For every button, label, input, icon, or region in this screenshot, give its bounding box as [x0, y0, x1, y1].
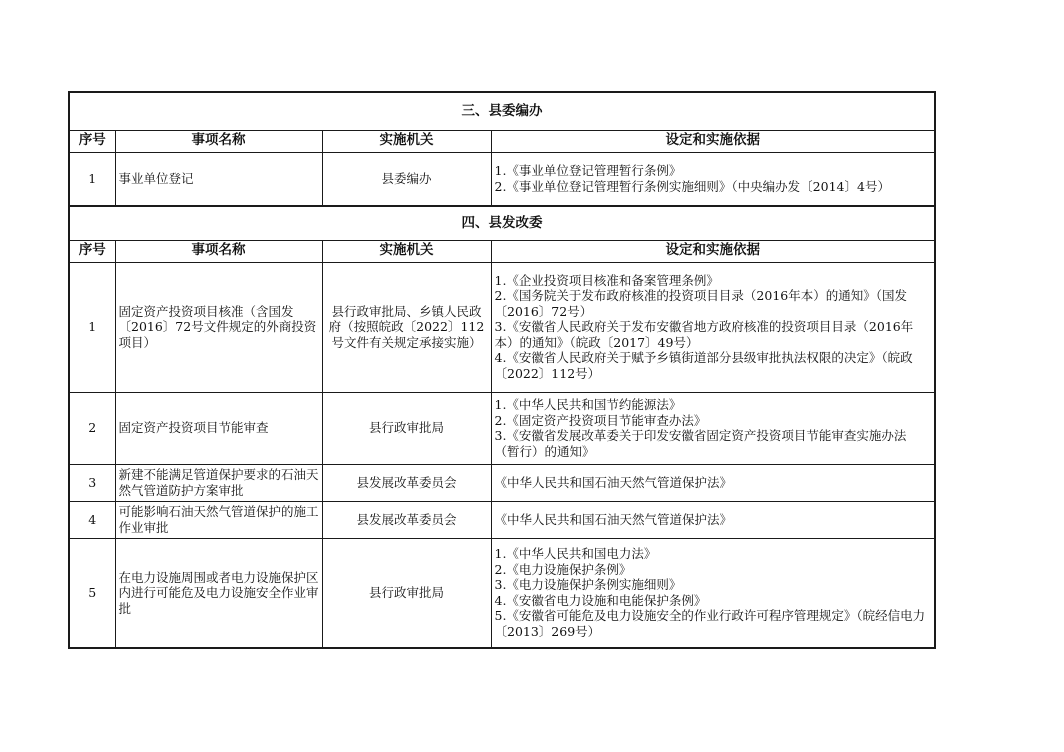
legal-basis	[491, 538, 935, 648]
header-row	[69, 240, 935, 262]
item-name: 固定资产投资项目节能审查	[115, 392, 322, 464]
basis-line: 3.《电力设施保护条例实施细则》	[494, 577, 682, 593]
row-number: 2	[69, 392, 115, 464]
row-number: 3	[69, 464, 115, 501]
implementing-agency: 县发展改革委员会	[322, 464, 491, 501]
implementing-agency: 县委编办	[322, 152, 491, 206]
header-item-name: 事项名称	[115, 130, 322, 152]
row-number: 4	[69, 501, 115, 538]
header-no: 序号	[69, 130, 115, 152]
basis-line: 《中华人民共和国石油天然气管道保护法》	[494, 511, 733, 527]
table-row	[69, 464, 935, 501]
table-row	[69, 538, 935, 648]
implementing-agency: 县发展改革委员会	[322, 501, 491, 538]
item-name: 固定资产投资项目核准（含国发〔2016〕72号文件规定的外商投资项目）	[115, 262, 322, 392]
row-number: 1	[69, 152, 115, 206]
item-name: 事业单位登记	[115, 152, 322, 206]
basis-line: 2.《事业单位登记管理暂行条例实施细则》（中央编办发〔2014〕4号）	[494, 178, 890, 194]
basis-line: 5.《安徽省可能危及电力设施安全的作业行政许可程序管理规定》（皖经信电力〔2013〕269号）	[494, 608, 926, 639]
implementing-agency: 县行政审批局	[322, 538, 491, 648]
table-row	[69, 501, 935, 538]
basis-line: 1.《中华人民共和国节约能源法》	[494, 397, 682, 412]
section-title: 四、县发改委	[69, 206, 935, 240]
header-item-name: 事项名称	[115, 240, 322, 262]
row-number: 5	[69, 538, 115, 648]
legal-basis	[491, 464, 935, 501]
basis-line: 2.《电力设施保护条例》	[494, 561, 632, 577]
header-agency: 实施机关	[322, 130, 491, 152]
basis-line: 2.《国务院关于发布政府核准的投资项目目录（2016年本）的通知》（国发〔2016〕72号）	[494, 288, 907, 319]
basis-line: 4.《安徽省人民政府关于赋予乡镇街道部分县级审批执法权限的决定》（皖政〔2022〕112号）	[494, 350, 913, 381]
basis-line: 3.《安徽省人民政府关于发布安徽省地方政府核准的投资项目目录（2016年本）的通知》（皖政〔2017〕49号）	[494, 319, 914, 350]
basis-line: 2.《固定资产投资项目节能审查办法》	[494, 412, 707, 428]
basis-line: 《中华人民共和国石油天然气管道保护法》	[494, 474, 733, 490]
item-name: 新建不能满足管道保护要求的石油天然气管道防护方案审批	[115, 464, 322, 501]
header-basis: 设定和实施依据	[491, 240, 935, 262]
section-title: 三、县委编办	[69, 92, 935, 130]
header-no: 序号	[69, 240, 115, 262]
row-number: 1	[69, 262, 115, 392]
table-row	[69, 262, 935, 392]
legal-basis	[491, 501, 935, 538]
legal-basis	[491, 152, 935, 206]
approval-items-table	[68, 91, 936, 649]
legal-basis	[491, 262, 935, 392]
header-basis: 设定和实施依据	[491, 130, 935, 152]
section-title-row	[69, 92, 935, 130]
table-row	[69, 392, 935, 464]
header-row	[69, 130, 935, 152]
basis-line: 1.《企业投资项目核准和备案管理条例》	[494, 272, 719, 288]
basis-line: 1.《中华人民共和国电力法》	[494, 546, 657, 562]
basis-line: 3.《安徽省发展改革委关于印发安徽省固定资产投资项目节能审查实施办法（暂行）的通知》	[494, 428, 907, 459]
item-name: 在电力设施周围或者电力设施保护区内进行可能危及电力设施安全作业审批	[115, 538, 322, 648]
implementing-agency: 县行政审批局、乡镇人民政府（按照皖政〔2022〕112号文件有关规定承接实施）	[322, 262, 491, 392]
basis-line: 4.《安徽省电力设施和电能保护条例》	[494, 592, 707, 608]
table-row	[69, 152, 935, 206]
item-name: 可能影响石油天然气管道保护的施工作业审批	[115, 501, 322, 538]
legal-basis	[491, 392, 935, 464]
section-title-row	[69, 206, 935, 240]
implementing-agency: 县行政审批局	[322, 392, 491, 464]
basis-line: 1.《事业单位登记管理暂行条例》	[494, 163, 682, 179]
header-agency: 实施机关	[322, 240, 491, 262]
